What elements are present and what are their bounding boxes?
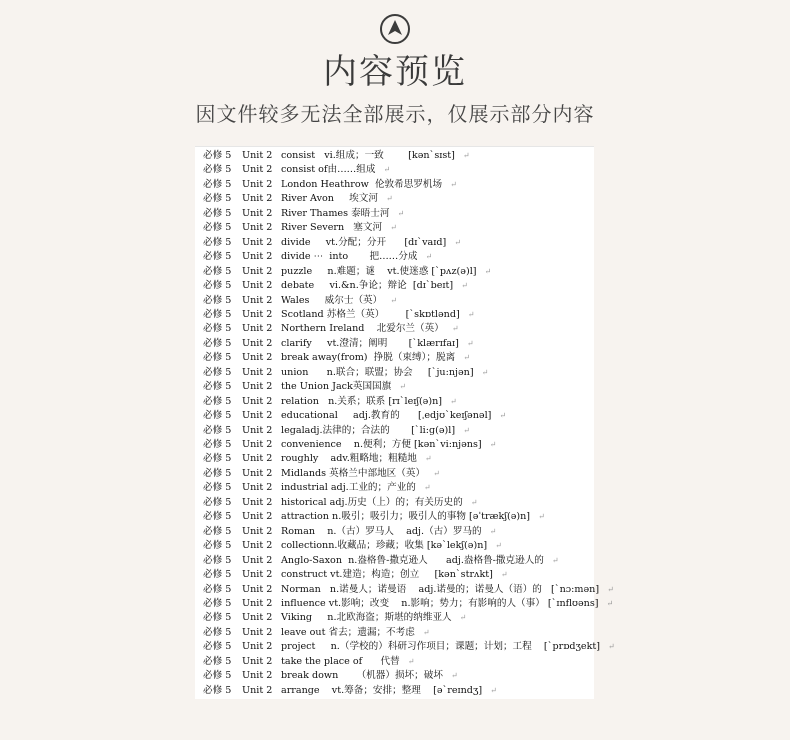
vocab-row [195, 250, 594, 264]
book-label: 必修 5 [203, 684, 232, 696]
unit-label: Unit 2 [242, 178, 273, 190]
unit-label: Unit 2 [242, 670, 273, 682]
return-mark-icon: ↵ [397, 208, 405, 218]
unit-label: Unit 2 [242, 569, 273, 581]
vocab-row [195, 395, 594, 409]
vocab-entry [281, 409, 506, 423]
vocab-row [195, 669, 594, 683]
vocab-entry [281, 684, 497, 698]
vocab-entry [281, 178, 457, 192]
return-mark-icon: ↵ [425, 252, 433, 262]
return-mark-icon: ↵ [490, 685, 497, 695]
unit-label: Unit 2 [242, 467, 273, 479]
book-label: 必修 5 [203, 337, 232, 349]
vocab-row [195, 684, 594, 698]
return-mark-icon: ↵ [551, 555, 559, 565]
vocab-entry-text: influence vt.影响；改变 n.影响；势力；有影响的人（事） [`ɪnflʊəns] [281, 597, 599, 609]
return-mark-icon: ↵ [538, 512, 545, 522]
vocab-entry [281, 236, 461, 250]
unit-label: Unit 2 [242, 265, 273, 277]
unit-label: Unit 2 [242, 222, 273, 234]
vocab-entry-text: take the place of 代替 [281, 655, 400, 667]
vocab-entry [281, 452, 432, 466]
vocab-entry-text: debate vi.&n.争论；辩论 [dɪ`beɪt] [281, 280, 454, 292]
vocab-row [195, 424, 594, 438]
book-label: 必修 5 [203, 308, 232, 320]
unit-label: Unit 2 [242, 236, 273, 248]
unit-label: Unit 2 [242, 439, 273, 450]
vocab-row [195, 308, 594, 322]
return-mark-icon: ↵ [484, 266, 492, 276]
vocab-row [195, 539, 594, 553]
vocab-row [195, 568, 594, 582]
vocab-row [195, 409, 594, 423]
vocab-row [195, 626, 594, 640]
book-label: 必修 5 [203, 352, 232, 364]
vocab-entry [281, 308, 474, 322]
vocab-entry [281, 395, 457, 409]
unit-label: Unit 2 [242, 655, 273, 667]
return-mark-icon: ↵ [470, 497, 478, 507]
return-mark-icon: ↵ [450, 179, 457, 189]
return-mark-icon: ↵ [390, 223, 397, 233]
return-mark-icon: ↵ [499, 411, 507, 421]
vocab-entry [281, 597, 613, 611]
unit-label: Unit 2 [242, 381, 273, 393]
unit-label: Unit 2 [242, 453, 273, 465]
book-label: 必修 5 [203, 583, 232, 595]
vocab-entry-text: legaladj.法律的；合法的 [`li:ɡ(ə)l] [281, 424, 456, 436]
vocab-entry [281, 467, 440, 481]
vocab-entry-text: London Heathrow 伦敦希思罗机场 [281, 178, 443, 190]
book-label: 必修 5 [203, 626, 232, 638]
vocab-entry-text: Scotland 苏格兰（英） [`skɒtlənd] [281, 308, 460, 320]
book-label: 必修 5 [203, 207, 232, 219]
unit-label: Unit 2 [242, 337, 273, 349]
unit-label: Unit 2 [242, 280, 273, 292]
vocab-entry [281, 626, 430, 640]
vocab-entry-text: clarify vt.澄清；阐明 [`klærɪfaɪ] [281, 337, 459, 349]
book-label: 必修 5 [203, 381, 232, 393]
book-label: 必修 5 [203, 467, 232, 479]
return-mark-icon: ↵ [450, 396, 457, 406]
return-mark-icon: ↵ [466, 338, 474, 348]
vocab-entry [281, 250, 432, 264]
book-label: 必修 5 [203, 670, 232, 682]
vocab-row [195, 655, 594, 669]
vocab-entry-text: Northern Ireland 北爱尔兰（英） [281, 323, 444, 335]
return-mark-icon: ↵ [450, 671, 458, 681]
vocab-entry-text: collectionn.收藏品；珍藏；收集 [kə`lekʃ(ə)n] [281, 540, 488, 552]
vocab-entry [281, 337, 474, 351]
vocab-entry-text: arrange vt.筹备；安排；整理 [ə`reɪndʒ] [281, 684, 483, 696]
vocab-entry-text: Roman n.（古）罗马人 adj.（古）罗马的 [281, 525, 482, 537]
unit-label: Unit 2 [242, 641, 273, 653]
vocab-entry-text: divide vt.分配；分开 [dɪ`vaɪd] [281, 236, 447, 248]
vocab-row [195, 322, 594, 336]
vocab-row [195, 510, 594, 524]
vocab-row [195, 554, 594, 568]
vocab-entry [281, 424, 470, 438]
return-mark-icon: ↵ [606, 598, 614, 608]
vocab-entry [281, 510, 545, 524]
unit-label: Unit 2 [242, 395, 273, 407]
vocab-entry [281, 207, 404, 221]
vocab-entry-text: historical adj.历史（上）的；有关历史的 [281, 496, 463, 508]
document-preview [195, 146, 615, 699]
vocab-entry [281, 568, 508, 582]
vocab-entry [281, 481, 431, 495]
return-mark-icon: ↵ [383, 165, 391, 175]
unit-label: Unit 2 [242, 164, 273, 176]
book-label: 必修 5 [203, 410, 232, 422]
vocab-entry-text: break down （机器）损坏；破坏 [281, 670, 443, 682]
vocab-entry-text: divide ⋯ into 把……分成 [281, 251, 418, 263]
return-mark-icon: ↵ [399, 382, 406, 392]
vocab-entry [281, 351, 470, 365]
vocab-row [195, 236, 594, 250]
return-mark-icon: ↵ [462, 151, 470, 160]
vocab-entry-text: River Severn 塞文河 [281, 222, 383, 234]
book-label: 必修 5 [203, 641, 232, 653]
return-mark-icon: ↵ [390, 295, 397, 305]
unit-label: Unit 2 [242, 540, 273, 552]
vocab-row [195, 583, 614, 597]
unit-label: Unit 2 [242, 554, 273, 566]
unit-label: Unit 2 [242, 193, 273, 205]
vocab-entry [281, 149, 470, 163]
book-label: 必修 5 [203, 150, 232, 161]
unit-label: Unit 2 [242, 583, 273, 595]
unit-label: Unit 2 [242, 410, 273, 422]
up-arrow-circle-icon [379, 13, 411, 45]
vocab-entry [281, 366, 488, 380]
book-label: 必修 5 [203, 525, 232, 537]
book-label: 必修 5 [203, 439, 232, 450]
unit-label: Unit 2 [242, 496, 273, 508]
unit-label: Unit 2 [242, 525, 273, 537]
return-mark-icon: ↵ [463, 353, 470, 363]
vocab-row [195, 525, 594, 539]
book-label: 必修 5 [203, 164, 232, 176]
unit-label: Unit 2 [242, 482, 273, 494]
vocab-entry [281, 438, 496, 452]
vocab-entry-text: educational adj.教育的 [ˌedjʊ`keɪʃənəl] [281, 410, 492, 422]
book-label: 必修 5 [203, 323, 232, 335]
vocab-row [195, 438, 594, 452]
unit-label: Unit 2 [242, 597, 273, 609]
page-subtitle: 因文件较多无法全部展示，仅展示部分内容 [195, 102, 595, 126]
vocab-entry [281, 554, 559, 568]
unit-label: Unit 2 [242, 424, 273, 436]
vocab-entry-text: River Avon 埃文河 [281, 193, 378, 205]
vocab-entry [281, 611, 466, 625]
unit-label: Unit 2 [242, 626, 273, 638]
unit-label: Unit 2 [242, 294, 273, 306]
vocab-entry-text: consist of由……组成 [281, 164, 376, 176]
vocab-entry [281, 640, 615, 654]
return-mark-icon: ↵ [495, 541, 502, 551]
unit-label: Unit 2 [242, 323, 273, 335]
vocab-row [195, 178, 594, 192]
vocab-entry-text: convenience n.便利；方便 [kən`vi:njəns] [281, 439, 482, 450]
vocab-entry [281, 669, 458, 683]
return-mark-icon: ↵ [500, 570, 508, 580]
vocab-entry-text: roughly adv.粗略地；粗糙地 [281, 453, 417, 465]
vocab-entry [281, 192, 393, 206]
vocab-entry-text: construct vt.建造；构造；创立 [kən`strʌkt] [281, 569, 493, 581]
book-label: 必修 5 [203, 236, 232, 248]
vocab-row [195, 279, 594, 293]
vocab-entry-text: the Union Jack英国国旗 [281, 381, 392, 393]
vocab-entry [281, 322, 459, 336]
unit-label: Unit 2 [242, 612, 273, 624]
return-mark-icon: ↵ [607, 584, 614, 594]
vocab-entry [281, 583, 614, 597]
vocab-row [195, 337, 594, 351]
book-label: 必修 5 [203, 424, 232, 436]
vocab-entry-text: puzzle n.难题；谜 vt.使迷惑 [`pʌz(ə)l] [281, 265, 477, 277]
book-label: 必修 5 [203, 554, 232, 566]
unit-label: Unit 2 [242, 207, 273, 219]
unit-label: Unit 2 [242, 684, 273, 696]
vocab-entry-text: River Thames 泰晤士河 [281, 207, 390, 219]
vocab-entry [281, 265, 491, 279]
return-mark-icon: ↵ [407, 656, 415, 666]
return-mark-icon: ↵ [459, 613, 467, 623]
book-label: 必修 5 [203, 178, 232, 190]
return-mark-icon: ↵ [451, 324, 459, 334]
vocab-row [195, 640, 615, 654]
vocab-row [195, 481, 594, 495]
book-label: 必修 5 [203, 482, 232, 494]
vocab-row [195, 294, 594, 308]
return-mark-icon: ↵ [385, 194, 393, 204]
vocab-entry [281, 539, 502, 553]
vocab-row [195, 467, 594, 481]
book-label: 必修 5 [203, 366, 232, 378]
vocab-row [195, 265, 594, 279]
book-label: 必修 5 [203, 655, 232, 667]
vocab-row [195, 351, 594, 365]
vocab-entry [281, 655, 414, 669]
return-mark-icon: ↵ [454, 237, 461, 247]
book-label: 必修 5 [203, 222, 232, 234]
vocab-row [195, 380, 594, 394]
book-label: 必修 5 [203, 540, 232, 552]
return-mark-icon: ↵ [489, 526, 497, 536]
vocab-row [195, 366, 594, 380]
vocab-entry [281, 163, 390, 177]
unit-label: Unit 2 [242, 308, 273, 320]
return-mark-icon: ↵ [489, 440, 497, 449]
return-mark-icon: ↵ [461, 281, 468, 291]
book-label: 必修 5 [203, 511, 232, 523]
vocab-entry [281, 294, 397, 308]
vocab-entry-text: attraction n.吸引；吸引力；吸引人的事物 [əˈtrækʃ(ə)n] [281, 511, 531, 523]
vocab-entry-text: Norman n.诺曼人；诺曼语 adj.诺曼的；诺曼人（语）的 [`nɔ:mən] [281, 583, 600, 595]
vocab-entry-text: Viking n.北欧海盗；斯堪的纳维亚人 [281, 612, 452, 624]
unit-label: Unit 2 [242, 352, 273, 364]
vocab-row [195, 496, 594, 510]
vocab-entry-text: industrial adj.工业的；产业的 [281, 482, 416, 494]
vocab-entry-text: project n.（学校的）科研习作项目；课题；计划；工程 [`prɒdʒekt] [281, 641, 600, 653]
return-mark-icon: ↵ [423, 483, 431, 493]
vocab-entry [281, 380, 406, 394]
book-label: 必修 5 [203, 496, 232, 508]
book-label: 必修 5 [203, 294, 232, 306]
vocab-entry [281, 221, 397, 235]
vocab-entry [281, 279, 468, 293]
unit-label: Unit 2 [242, 150, 273, 161]
vocab-entry [281, 496, 477, 510]
vocab-entry-text: Wales 威尔士（英） [281, 294, 383, 306]
return-mark-icon: ↵ [424, 454, 432, 464]
vocab-row [195, 611, 594, 625]
vocab-entry [281, 525, 496, 539]
book-label: 必修 5 [203, 597, 232, 609]
return-mark-icon: ↵ [422, 627, 430, 637]
vocab-entry-text: consist vi.组成；一致 [kən`sɪst] [281, 150, 455, 161]
vocab-row [195, 221, 594, 235]
book-label: 必修 5 [203, 453, 232, 465]
book-label: 必修 5 [203, 612, 232, 624]
unit-label: Unit 2 [242, 251, 273, 263]
book-label: 必修 5 [203, 569, 232, 581]
unit-label: Unit 2 [242, 511, 273, 523]
book-label: 必修 5 [203, 265, 232, 277]
book-label: 必修 5 [203, 280, 232, 292]
return-mark-icon: ↵ [433, 468, 440, 478]
vocab-row [195, 207, 594, 221]
vocab-row [195, 192, 594, 206]
return-mark-icon: ↵ [467, 309, 475, 319]
unit-label: Unit 2 [242, 366, 273, 378]
vocab-entry-text: union n.联合；联盟；协会 [`ju:njən] [281, 366, 474, 378]
return-mark-icon: ↵ [608, 642, 615, 652]
vocab-entry-text: leave out 省去；遗漏；不考虑 [281, 626, 415, 638]
vocab-entry-text: break away(from) 挣脱（束缚）；脱离 [281, 352, 456, 364]
page-title: 内容预览 [323, 52, 467, 92]
vocab-entry-text: relation n.关系；联系 [rɪ`leɪʃ(ə)n] [281, 395, 443, 407]
vocab-row [195, 597, 614, 611]
book-label: 必修 5 [203, 193, 232, 205]
logo-icon [379, 13, 411, 45]
vocab-entry-text: Anglo-Saxon n.盎格鲁-撒克逊人 adj.盎格鲁-撒克逊人的 [281, 554, 544, 566]
return-mark-icon: ↵ [463, 425, 470, 435]
vocab-entry-text: Midlands 英格兰中部地区（英） [281, 467, 426, 479]
book-label: 必修 5 [203, 251, 232, 263]
vocab-row [195, 149, 594, 163]
vocab-row [195, 163, 594, 177]
return-mark-icon: ↵ [481, 367, 489, 377]
book-label: 必修 5 [203, 395, 232, 407]
vocab-row [195, 452, 594, 466]
